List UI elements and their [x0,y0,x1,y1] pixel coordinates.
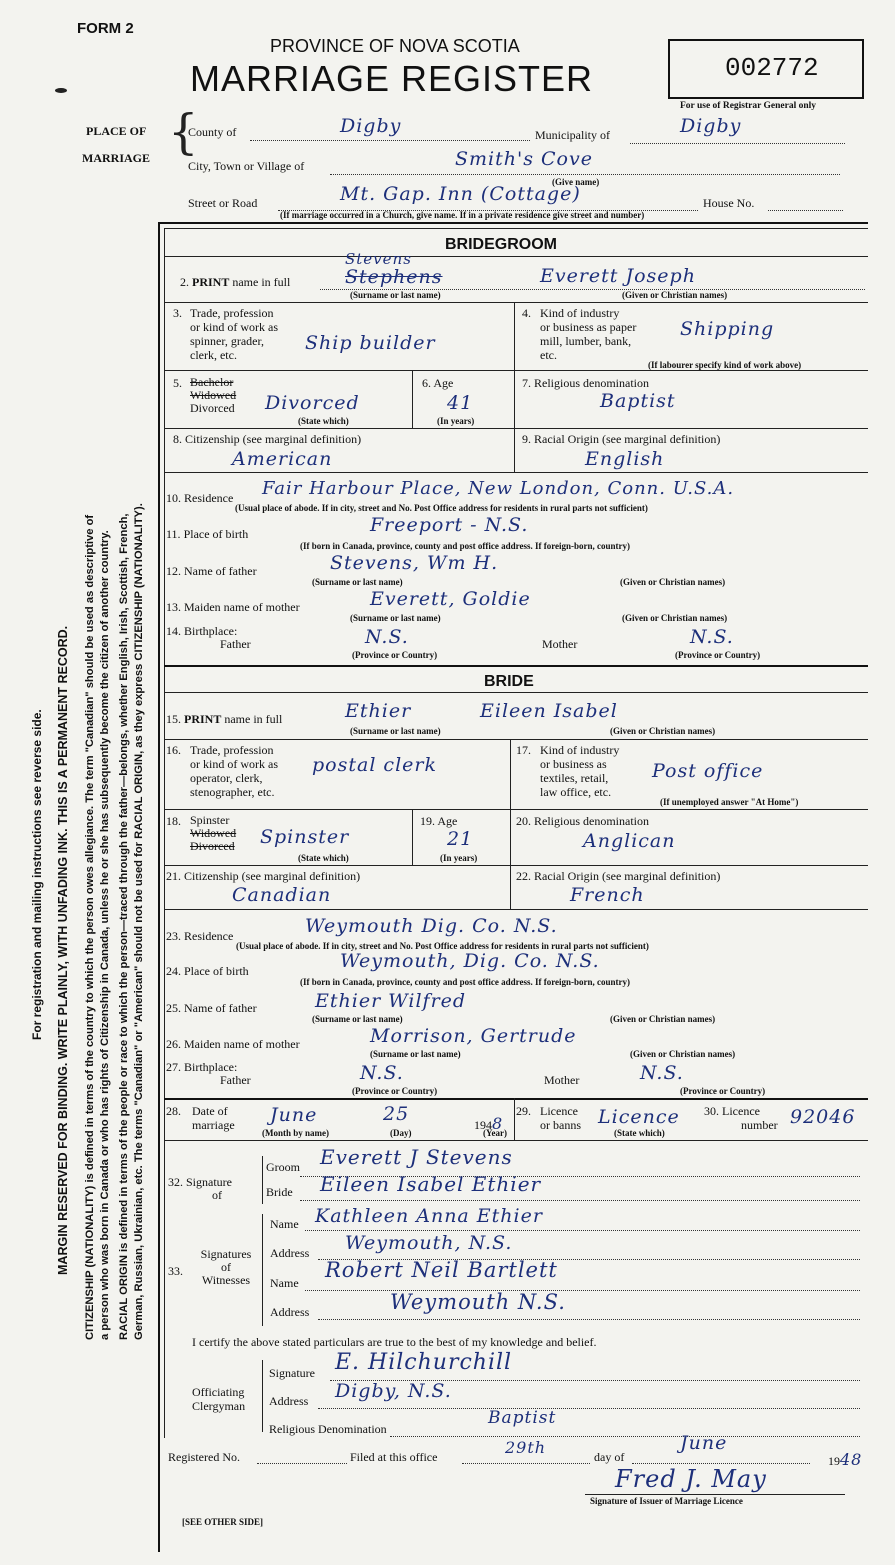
f16-label: Trade, profession or kind of work as operator, clerk, stenographer, etc. [190,743,278,799]
county-label: County of [188,125,237,139]
groom-mother-bp: N.S. [690,626,734,648]
form-number: FORM 2 [77,20,134,37]
f23-num: 23. [166,929,181,943]
f11-label: Place of birth [183,527,249,541]
f10-note-c: Post Office address for residents in rural parts not sufficient) [414,503,648,513]
groom-given-value: Everett Joseph [540,265,696,287]
issuer-signature: Fred J. May [615,1465,767,1493]
f3-label: Trade, profession or kind of work as spinner, grader, clerk, etc. [190,306,278,362]
margin-racial-def-2: German, Russian, Ukrainian, etc. The terms "Canadian" or "American" should not be used for RACIAL ORIGIN, as they express CITIZENSHIP (NATIONALITY). [133,503,145,1340]
f19-num: 19. [420,814,435,828]
marriage-month: June [270,1104,318,1126]
licence-type-value: Licence [598,1106,680,1128]
reg-number: 002772 [725,53,819,83]
margin-instructions: For registration and mailing instructions see reverse side. [30,709,44,1040]
f10-label: Residence [184,491,234,505]
f12-sub-given: (Given or Christian names) [620,577,726,587]
f21-label: Citizenship (see marginal definition) [184,869,361,883]
bride-signature: Eileen Isabel Ethier [320,1172,542,1196]
f32-num: 32. [168,1175,183,1189]
day-of-label: day of [594,1450,625,1464]
give-name-note: (Give name) [552,177,600,187]
f13-sub-given: (Given or Christian names) [622,613,728,623]
f27-father-label: Father [220,1073,251,1087]
street-note: (If marriage occurred in a Church, give name. If in a private residence give street and number) [280,210,645,220]
groom-mother-value: Everett, Goldie [370,588,531,610]
f23-note-c: Post Office address for residents in rural parts not sufficient) [415,941,649,951]
f3-num: 3. [173,306,182,320]
frame-left-inner [164,228,165,1438]
f7-num: 7. [522,376,531,390]
bride-citizenship-value: Canadian [232,884,332,906]
f8-num: 8. [173,432,182,446]
page-title: MARRIAGE REGISTER [190,58,594,99]
w2-name-label: Name [270,1276,299,1290]
f17-note: (If unemployed answer "At Home") [660,797,799,807]
f29-num: 29. [516,1104,531,1118]
f22-num: 22. [516,869,531,883]
bride-age-value: 21 [447,828,474,850]
f14-label: Birthplace: [184,624,238,638]
margin-citizenship-def-2: a person who was born in Canada or who has rights of Citizenship in Canada, unless he or she has subsequently become the citizen of another country. [99,530,111,1340]
groom-surname-struck: Stephens [345,266,443,288]
w1-name-value: Kathleen Anna Ethier [315,1205,543,1227]
f27-mother-label: Mother [544,1073,580,1087]
ink-smudge [55,88,115,94]
bride-state-which: (State which) [298,853,349,863]
clergy-address-label: Address [269,1394,309,1408]
f17-num: 17. [516,743,531,757]
licence-state-which: (State which) [614,1128,665,1138]
certify-statement: I certify the above stated particulars are true to the best of my knowledge and belief. [192,1335,597,1349]
w2-name-value: Robert Neil Bartlett [325,1258,558,1282]
f2-print: PRINT [192,275,230,289]
f30-label-2: number [741,1118,778,1132]
groom-industry-value: Shipping [680,318,775,340]
f6-label: Age [433,376,454,390]
house-label: House No. [703,196,755,210]
sub-day: (Day) [390,1128,412,1138]
bride-section-title: BRIDE [484,673,534,690]
groom-citizenship-value: American [232,448,333,470]
f21-num: 21. [166,869,181,883]
bride-religion-value: Anglican [583,830,676,852]
groom-surname-correction: Stevens [345,250,412,268]
bride-status-value: Spinster [260,826,350,848]
margin-binding-note: MARGIN RESERVED FOR BINDING. WRITE PLAINLY, WITH UNFADING INK. THIS IS A PERMANENT RECORD. [56,625,70,1275]
f10-num: 10. [166,491,181,505]
filed-year-prefix: 19 [828,1454,840,1468]
f13-sub-surname: (Surname or last name) [350,613,441,623]
f22-label: Racial Origin (see marginal definition) [534,869,721,883]
marriage-day: 25 [383,1103,410,1125]
filed-month-value: June [680,1432,728,1454]
margin-citizenship-def-1: CITIZENSHIP (NATIONALITY) is defined in terms of the country to which the person owes allegiance. The term "Canadian" should be used as descriptive of [84,514,96,1340]
bride-racial-value: French [570,884,645,906]
f12-label: Name of father [184,564,257,578]
bride-sub-given: (Given or Christian names) [610,726,716,736]
f11-note: (If born in Canada, province, county and post office address. If foreign-born, country) [300,541,631,551]
bride-in-years: (In years) [440,853,478,863]
frame-left-outer [158,222,160,1552]
f2-label: name in full [232,275,291,289]
bride-birthplace-value: Weymouth, Dig. Co. N.S. [340,950,600,972]
groom-in-years: (In years) [437,416,475,426]
f9-num: 9. [522,432,531,446]
issuer-label: Signature of Issuer of Marriage Licence [590,1496,743,1506]
municipality-value: Digby [680,115,742,137]
f18-num: 18. [166,814,181,828]
w1-address-label: Address [270,1246,310,1260]
city-label: City, Town or Village of [188,159,305,173]
county-value: Digby [340,115,402,137]
groom-sub-given: (Given or Christian names) [622,290,728,300]
province-title: PROVINCE OF NOVA SCOTIA [270,36,520,56]
w1-name-label: Name [270,1217,299,1231]
f28-num: 28. [166,1104,181,1118]
groom-residence-value: Fair Harbour Place, New London, Conn. U.S.A. [262,478,735,499]
f14-prov-2: (Province or Country) [675,650,761,660]
f9-label: Racial Origin (see marginal definition) [534,432,721,446]
bride-industry-value: Post office [652,760,764,782]
bride-residence-value: Weymouth Dig. Co. N.S. [305,915,558,937]
f23-label: Residence [184,929,234,943]
f8-label: Citizenship (see marginal definition) [185,432,362,446]
place-brace: { [168,104,199,160]
f10-note-a: (Usual place of abode. [235,503,320,513]
f11-num: 11. [166,527,181,541]
f12-num: 12. [166,564,181,578]
filed-year-suffix: 48 [840,1450,863,1469]
city-value: Smith's Cove [455,148,593,170]
f5-num: 5. [173,376,182,390]
bride-father-value: Ethier Wilfred [315,990,467,1012]
marriage-year-prefix: 194 [474,1118,492,1132]
f27-prov-1: (Province or Country) [352,1086,438,1096]
f19-label: Age [437,814,458,828]
f4-note: (If labourer specify kind of work above) [648,360,802,370]
f15-num: 15. [166,712,181,726]
f16-num: 16. [166,743,181,757]
groom-trade-value: Ship builder [305,332,436,354]
clergy-denom-value: Baptist [488,1408,557,1428]
f14-num: 14. [166,624,181,638]
groom-signature: Everett J Stevens [320,1145,513,1169]
margin-racial-def-1: RACIAL ORIGIN is defined in terms of the people or race to which the person—traced through the father—belongs, whether English, Irish, Scottish, French, [118,513,130,1340]
groom-father-value: Stevens, Wm H. [330,552,499,574]
w2-address-value: Weymouth N.S. [390,1290,566,1314]
f24-num: 24. [166,964,181,978]
f20-num: 20. [516,814,531,828]
f25-label: Name of father [184,1001,257,1015]
f4-label: Kind of industry or business as paper mill, lumber, bank, etc. [540,306,637,362]
licence-number-value: 92046 [790,1106,856,1128]
place-label-2: MARRIAGE [82,151,150,165]
f2-num: 2. [180,275,189,289]
w1-address-value: Weymouth, N.S. [345,1232,513,1254]
f7-label: Religious denomination [534,376,649,390]
f13-label: Maiden name of mother [184,600,300,614]
groom-age-value: 41 [447,392,474,414]
f33-num: 33. [168,1264,183,1278]
f33-label: Signatures of Witnesses [200,1247,252,1287]
f27-prov-2: (Province or Country) [680,1086,766,1096]
f14-prov-1: (Province or Country) [352,650,438,660]
f12-sub-surname: (Surname or last name) [312,577,403,587]
street-value: Mt. Gap. Inn (Cottage) [340,183,581,205]
f15-label: name in full [224,712,283,726]
f20-label: Religious denomination [534,814,649,828]
clergy-denom-label: Religious Denomination [269,1422,387,1436]
f6-num: 6. [422,376,431,390]
sub-year: (Year) [483,1128,507,1138]
f13-num: 13. [166,600,181,614]
f4-num: 4. [522,306,531,320]
bride-sub-surname: (Surname or last name) [350,726,441,736]
f27-label: Birthplace: [184,1060,238,1074]
f30-num: 30. [704,1104,719,1118]
street-label: Street or Road [188,196,258,210]
f14-father-label: Father [220,637,251,651]
municipality-label: Municipality of [535,128,610,142]
bride-surname-value: Ethier [345,700,412,722]
f18-options: Spinster Widowed Divorced [190,813,237,853]
f32-label-1: Signature [186,1175,232,1189]
f25-sub-given: (Given or Christian names) [610,1014,716,1024]
f32-label-2: of [212,1188,222,1202]
f26-label: Maiden name of mother [184,1037,300,1051]
groom-birthplace-value: Freeport - N.S. [370,514,529,536]
bride-mother-value: Morrison, Gertrude [370,1025,577,1047]
f23-note-a: (Usual place of abode. [236,941,321,951]
filed-label: Filed at this office [350,1450,438,1464]
bride-given-value: Eileen Isabel [480,700,618,722]
f17-label: Kind of industry or business as textiles, retail, law office, etc. [540,743,620,799]
f29-label: Licence or banns [540,1104,581,1132]
bride-mother-bp: N.S. [640,1062,684,1084]
f10-note-b: If in city, street and No. [321,503,412,513]
f23-note-b: If in city, street and No. [322,941,413,951]
f24-label: Place of birth [184,964,249,978]
f25-sub-surname: (Surname or last name) [312,1014,403,1024]
filed-day-value: 29th [505,1438,547,1457]
w2-address-label: Address [270,1305,310,1319]
reg-note: For use of Registrar General only [680,101,817,111]
groom-state-which: (State which) [298,416,349,426]
see-other-side: [SEE OTHER SIDE] [182,1517,264,1527]
f26-num: 26. [166,1037,181,1051]
f28-label: Date of marriage [192,1104,235,1132]
registered-no-label: Registered No. [168,1450,240,1464]
bride-trade-value: postal clerk [312,754,437,776]
f24-note: (If born in Canada, province, county and post office address. If foreign-born, country) [300,977,631,987]
f15-print: PRINT [184,712,222,726]
marriage-year-suffix: 8 [492,1114,504,1133]
groom-sub-surname: (Surname or last name) [350,290,441,300]
groom-father-bp: N.S. [365,626,409,648]
clergy-sig-label: Signature [269,1366,315,1380]
groom-religion-value: Baptist [600,390,676,412]
f27-num: 27. [166,1060,181,1074]
groom-section-title: BRIDEGROOM [445,236,557,253]
clergy-label: Officiating Clergyman [192,1385,246,1413]
groom-sig-label: Groom [266,1160,300,1174]
f5-options: Bachelor Widowed Divorced [190,375,237,415]
sub-month: (Month by name) [262,1128,329,1138]
f30-label-1: Licence [722,1104,760,1118]
place-label-1: PLACE OF [86,124,147,138]
f14-mother-label: Mother [542,637,578,651]
clergy-signature: E. Hilchurchill [335,1350,513,1375]
bride-sig-label: Bride [266,1185,293,1199]
clergy-address-value: Digby, N.S. [335,1380,452,1402]
f26-sub-surname: (Surname or last name) [370,1049,461,1059]
f26-sub-given: (Given or Christian names) [630,1049,736,1059]
groom-racial-value: English [585,448,665,470]
f25-num: 25. [166,1001,181,1015]
groom-status-value: Divorced [265,392,360,414]
bride-father-bp: N.S. [360,1062,404,1084]
